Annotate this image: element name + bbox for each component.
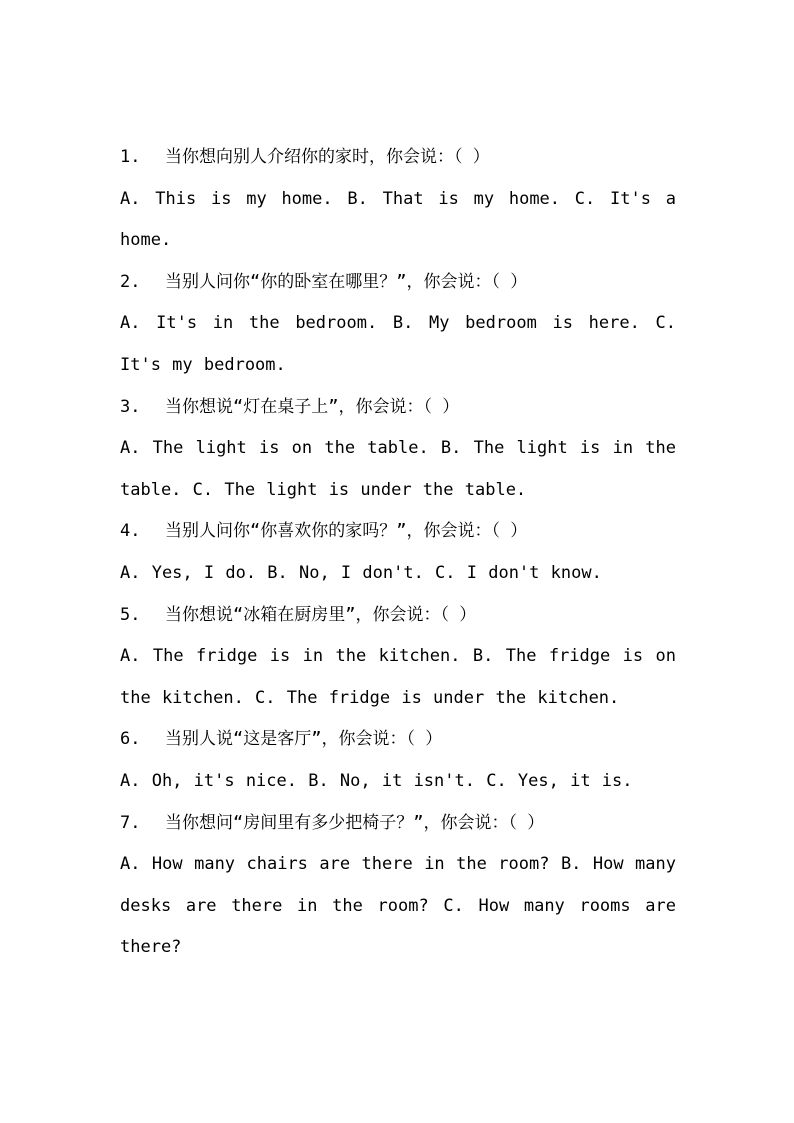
question-text: 当你想问“房间里有多少把椅子？”，你会说：（ ）: [165, 812, 545, 833]
question-list: [120, 137, 676, 969]
question-number: 6.: [120, 729, 141, 750]
question-7-options: A. How many chairs are there in the room? B. How many desks are there in the room? C. How many rooms are there?: [120, 854, 676, 958]
question-text: 当你想说“灯在桌子上”，你会说：（ ）: [165, 396, 460, 417]
question-2-options: A. It's in the bedroom. B. My bedroom is here. C. It's my bedroom.: [120, 313, 676, 375]
question-number: 5.: [120, 604, 141, 625]
question-text: 当你想说“冰箱在厨房里”，你会说：（ ）: [165, 604, 477, 625]
question-4-prompt: [120, 511, 676, 553]
question-4-options: A. Yes, I do. B. No, I don't. C. I don't know.: [120, 562, 602, 583]
question-text: 当你想向别人介绍你的家时，你会说：（ ）: [165, 147, 490, 167]
question-3-options: A. The light is on the table. B. The light is in the table. C. The light is under the table.: [120, 438, 676, 500]
question-5-options: A. The fridge is in the kitchen. B. The fridge is on the kitchen. C. The fridge is under the kitchen.: [120, 646, 676, 708]
question-6-options: A. Oh, it's nice. B. No, it isn't. C. Yes, it is.: [120, 770, 633, 791]
question-5-prompt: [120, 595, 676, 637]
question-number: 2.: [120, 271, 141, 292]
question-2-prompt: [120, 262, 676, 304]
question-text: 当别人说“这是客厅”，你会说：（ ）: [165, 729, 443, 750]
question-7-prompt: [120, 803, 676, 845]
question-number: 3.: [120, 396, 141, 417]
question-1-prompt: [120, 137, 676, 179]
question-6-prompt: [120, 719, 676, 761]
question-number: 1.: [120, 147, 141, 167]
question-text: 当别人问你“你喜欢你的家吗？”，你会说：（ ）: [165, 521, 528, 542]
question-number: 4.: [120, 521, 141, 542]
question-number: 7.: [120, 812, 141, 833]
question-3-prompt: [120, 387, 676, 429]
question-text: 当别人问你“你的卧室在哪里？”，你会说：（ ）: [165, 271, 528, 292]
question-1-options: A. This is my home. B. That is my home. C. It's a home.: [120, 188, 676, 251]
